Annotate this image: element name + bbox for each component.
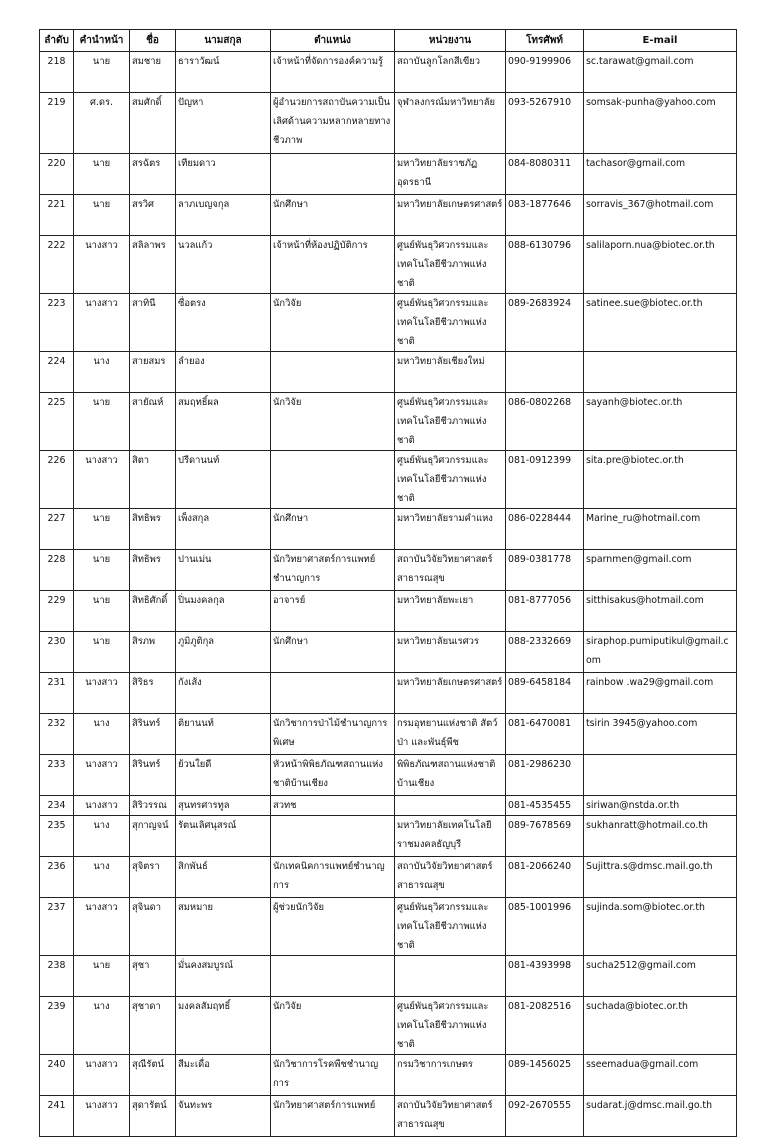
row-organization: มหาวิทยาลัยเทคโนโลยีราชมงคลธัญบุรี [395, 816, 506, 857]
row-number: 239 [40, 997, 74, 1055]
row-email: sujinda.som@biotec.or.th [584, 898, 737, 956]
row-phone [506, 352, 584, 393]
row-phone: 081-2066240 [506, 857, 584, 898]
header-email: E-mail [584, 30, 737, 52]
row-organization: สถาบันลูกโลกสีเขียว [395, 52, 506, 93]
row-position: เจ้าหน้าที่ห้องปฏิบัติการ [271, 236, 395, 294]
row-number: 237 [40, 898, 74, 956]
row-phone: 081-2082516 [506, 997, 584, 1055]
table-row [40, 294, 737, 352]
row-phone: 089-2683924 [506, 294, 584, 352]
table-row [40, 997, 737, 1055]
row-organization: ศูนย์พันธุวิศวกรรมและเทคโนโลยีชีวภาพแห่งชาติ [395, 997, 506, 1055]
row-number: 232 [40, 714, 74, 755]
row-first-name: สรวิศ [130, 195, 176, 236]
row-position: ผู้ช่วยนักวิจัย [271, 898, 395, 956]
table-row [40, 898, 737, 956]
row-last-name: เพ็งสกุล [176, 509, 271, 550]
row-email: somsak-punha@yahoo.com [584, 93, 737, 154]
row-position: นักวิชาการโรคพืชชำนาญการ [271, 1055, 395, 1096]
row-last-name: ปรีดานนท์ [176, 451, 271, 509]
row-first-name: สิริธร [130, 673, 176, 714]
row-title: นาย [74, 509, 130, 550]
row-phone: 089-0381778 [506, 550, 584, 591]
row-number: 231 [40, 673, 74, 714]
row-first-name: สุกาญจน์ [130, 816, 176, 857]
row-position [271, 451, 395, 509]
row-title: นาง [74, 714, 130, 755]
table-row [40, 509, 737, 550]
row-number: 235 [40, 816, 74, 857]
row-title: นาย [74, 195, 130, 236]
row-position [271, 352, 395, 393]
row-title: นาย [74, 393, 130, 451]
row-number: 229 [40, 591, 74, 632]
row-last-name: ธาราวัฒน์ [176, 52, 271, 93]
row-email: siriwan@nstda.or.th [584, 796, 737, 816]
row-first-name: สาทินี [130, 294, 176, 352]
row-organization: มหาวิทยาลัยราชภัฏอุดรธานี [395, 154, 506, 195]
row-number: 228 [40, 550, 74, 591]
row-organization [395, 796, 506, 816]
table-body [40, 52, 737, 1137]
row-position: นักเทคนิคการแพทย์ชำนาญการ [271, 857, 395, 898]
row-last-name: กังเส้ง [176, 673, 271, 714]
row-position: นักวิจัย [271, 393, 395, 451]
row-email: sparnmen@gmail.com [584, 550, 737, 591]
row-last-name: ปานเม่น [176, 550, 271, 591]
row-number: 226 [40, 451, 74, 509]
row-organization [395, 956, 506, 997]
row-number: 238 [40, 956, 74, 997]
row-phone: 088-2332669 [506, 632, 584, 673]
row-last-name: ปัญหา [176, 93, 271, 154]
row-title: นาย [74, 154, 130, 195]
row-phone: 090-9199906 [506, 52, 584, 93]
row-first-name: สิทธิพร [130, 509, 176, 550]
row-title: นางสาว [74, 451, 130, 509]
table-row [40, 236, 737, 294]
row-title: นาง [74, 857, 130, 898]
table-row [40, 591, 737, 632]
header-no: ลำดับ [40, 30, 74, 52]
row-title: นางสาว [74, 755, 130, 796]
row-first-name: สายัณห์ [130, 393, 176, 451]
table-row [40, 956, 737, 997]
table-row [40, 1096, 737, 1137]
row-title: นาง [74, 816, 130, 857]
row-phone: 081-0912399 [506, 451, 584, 509]
row-first-name: สายสมร [130, 352, 176, 393]
row-position: สวทช [271, 796, 395, 816]
row-first-name: สิรภพ [130, 632, 176, 673]
row-title: นางสาว [74, 294, 130, 352]
row-number: 220 [40, 154, 74, 195]
table-row [40, 1055, 737, 1096]
row-title: นาย [74, 956, 130, 997]
row-organization: สถาบันวิจัยวิทยาศาสตร์สาธารณสุข [395, 857, 506, 898]
row-last-name: ภูมิภูติกุล [176, 632, 271, 673]
row-email: sayanh@biotec.or.th [584, 393, 737, 451]
row-last-name: ติยานนท์ [176, 714, 271, 755]
header-organization: หน่วยงาน [395, 30, 506, 52]
table-row [40, 393, 737, 451]
table-row [40, 714, 737, 755]
row-phone: 085-1001996 [506, 898, 584, 956]
row-number: 234 [40, 796, 74, 816]
row-position: นักศึกษา [271, 632, 395, 673]
row-title: นางสาว [74, 673, 130, 714]
row-phone: 086-0228444 [506, 509, 584, 550]
row-last-name: ลำยอง [176, 352, 271, 393]
table-row [40, 632, 737, 673]
row-organization: สถาบันวิจัยวิทยาศาสตร์สาธารณสุข [395, 1096, 506, 1137]
row-title: นาย [74, 632, 130, 673]
row-position [271, 816, 395, 857]
row-organization: กรมอุทยานแห่งชาติ สัตว์ป่า และพันธุ์พืช [395, 714, 506, 755]
row-first-name: สิทธิศักดิ์ [130, 591, 176, 632]
row-organization: มหาวิทยาลัยเชียงใหม่ [395, 352, 506, 393]
row-organization: กรมวิชาการเกษตร [395, 1055, 506, 1096]
row-first-name: สิทธิพร [130, 550, 176, 591]
row-email: sudarat.j@dmsc.mail.go.th [584, 1096, 737, 1137]
row-position [271, 673, 395, 714]
row-last-name: สมหมาย [176, 898, 271, 956]
row-number: 227 [40, 509, 74, 550]
row-email: satinee.sue@biotec.or.th [584, 294, 737, 352]
row-first-name: สุดารัตน์ [130, 1096, 176, 1137]
row-organization: ศูนย์พันธุวิศวกรรมและเทคโนโลยีชีวภาพแห่งชาติ [395, 451, 506, 509]
row-email: sucha2512@gmail.com [584, 956, 737, 997]
row-first-name: สุณีรัตน์ [130, 1055, 176, 1096]
row-last-name: จันทะพร [176, 1096, 271, 1137]
row-number: 241 [40, 1096, 74, 1137]
row-number: 223 [40, 294, 74, 352]
row-organization: สถาบันวิจัยวิทยาศาสตร์สาธารณสุข [395, 550, 506, 591]
row-last-name: ย้วนใยดี [176, 755, 271, 796]
row-email: tachasor@gmail.com [584, 154, 737, 195]
table-row [40, 451, 737, 509]
row-first-name: สิริวรรณ [130, 796, 176, 816]
row-title: นางสาว [74, 236, 130, 294]
row-number: 224 [40, 352, 74, 393]
row-email: Sujittra.s@dmsc.mail.go.th [584, 857, 737, 898]
row-email: sseemadua@gmail.com [584, 1055, 737, 1096]
row-title: ศ.ดร. [74, 93, 130, 154]
row-phone: 093-5267910 [506, 93, 584, 154]
row-phone: 089-7678569 [506, 816, 584, 857]
row-organization: มหาวิทยาลัยเกษตรศาสตร์ [395, 673, 506, 714]
table-row [40, 857, 737, 898]
row-last-name: ปิ่นมงคลกุล [176, 591, 271, 632]
row-last-name: มงคลสัมฤทธิ์ [176, 997, 271, 1055]
header-row [40, 30, 737, 52]
row-first-name: สิรินทร์ [130, 714, 176, 755]
row-email: Marine_ru@hotmail.com [584, 509, 737, 550]
row-title: นางสาว [74, 1096, 130, 1137]
row-first-name: สลิลาพร [130, 236, 176, 294]
row-first-name: สมศักดิ์ [130, 93, 176, 154]
table-row [40, 796, 737, 816]
row-email [584, 755, 737, 796]
row-email: sukhanratt@hotmail.co.th [584, 816, 737, 857]
row-phone: 088-6130796 [506, 236, 584, 294]
row-email: siraphop.pumiputikul@gmail.com [584, 632, 737, 673]
table-row [40, 352, 737, 393]
row-first-name: สุชาดา [130, 997, 176, 1055]
table-row [40, 755, 737, 796]
row-number: 221 [40, 195, 74, 236]
header-title: คำนำหน้า [74, 30, 130, 52]
row-email: salilaporn.nua@biotec.or.th [584, 236, 737, 294]
table-row [40, 52, 737, 93]
row-organization: ศูนย์พันธุวิศวกรรมและเทคโนโลยีชีวภาพแห่งชาติ [395, 294, 506, 352]
row-title: นาง [74, 352, 130, 393]
row-last-name: รัตนเลิศนุสรณ์ [176, 816, 271, 857]
row-position [271, 956, 395, 997]
row-last-name: นวลแก้ว [176, 236, 271, 294]
row-title: นาย [74, 52, 130, 93]
row-position: อาจารย์ [271, 591, 395, 632]
row-number: 219 [40, 93, 74, 154]
row-email: sita.pre@biotec.or.th [584, 451, 737, 509]
row-title: นาง [74, 997, 130, 1055]
row-first-name: สมชาย [130, 52, 176, 93]
row-phone: 081-6470081 [506, 714, 584, 755]
row-organization: ศูนย์พันธุวิศวกรรมและเทคโนโลยีชีวภาพแห่งชาติ [395, 236, 506, 294]
row-organization: มหาวิทยาลัยรามคำแหง [395, 509, 506, 550]
row-email: sc.tarawat@gmail.com [584, 52, 737, 93]
row-email: rainbow .wa29@gmail.com [584, 673, 737, 714]
row-title: นางสาว [74, 1055, 130, 1096]
row-first-name: สิรินทร์ [130, 755, 176, 796]
row-title: นางสาว [74, 898, 130, 956]
row-title: นาย [74, 550, 130, 591]
row-phone: 089-1456025 [506, 1055, 584, 1096]
row-organization: มหาวิทยาลัยเกษตรศาสตร์ [395, 195, 506, 236]
row-position: นักวิจัย [271, 294, 395, 352]
row-last-name: สุนทรศารทูล [176, 796, 271, 816]
row-position: นักวิจัย [271, 997, 395, 1055]
row-last-name: เทียมดาว [176, 154, 271, 195]
table-row [40, 154, 737, 195]
row-position: เจ้าหน้าที่จัดการองค์ความรู้ [271, 52, 395, 93]
row-last-name: มั่นคงสมบูรณ์ [176, 956, 271, 997]
row-position: นักศึกษา [271, 509, 395, 550]
row-phone: 081-4393998 [506, 956, 584, 997]
table-row [40, 673, 737, 714]
row-phone: 092-2670555 [506, 1096, 584, 1137]
row-last-name: ซื่อตรง [176, 294, 271, 352]
row-last-name: สีมะเดื่อ [176, 1055, 271, 1096]
header-phone: โทรศัพท์ [506, 30, 584, 52]
row-title: นาย [74, 591, 130, 632]
row-number: 236 [40, 857, 74, 898]
row-title: นางสาว [74, 796, 130, 816]
table-row [40, 195, 737, 236]
row-position: นักวิชาการป่าไม้ชำนาญการพิเศษ [271, 714, 395, 755]
row-first-name: สิตา [130, 451, 176, 509]
row-number: 225 [40, 393, 74, 451]
table-row [40, 93, 737, 154]
row-position: นักวิทยาศาสตร์การแพทย์ [271, 1096, 395, 1137]
row-number: 230 [40, 632, 74, 673]
row-phone: 089-6458184 [506, 673, 584, 714]
row-number: 240 [40, 1055, 74, 1096]
row-phone: 086-0802268 [506, 393, 584, 451]
row-phone: 081-8777056 [506, 591, 584, 632]
row-organization: จุฬาลงกรณ์มหาวิทยาลัย [395, 93, 506, 154]
participant-table [39, 29, 737, 1137]
row-position: ผู้อำนวยการสถาบันความเป็นเลิศด้านความหลากหลายทางชีวภาพ [271, 93, 395, 154]
row-position: นักวิทยาศาสตร์การแพทย์ชำนาญการ [271, 550, 395, 591]
row-last-name: สมฤทธิ์ผล [176, 393, 271, 451]
row-phone: 083-1877646 [506, 195, 584, 236]
row-first-name: สุจินดา [130, 898, 176, 956]
row-email: suchada@biotec.or.th [584, 997, 737, 1055]
row-phone: 084-8080311 [506, 154, 584, 195]
row-email [584, 352, 737, 393]
row-first-name: สุชา [130, 956, 176, 997]
row-position: หัวหน้าพิพิธภัณฑสถานแห่งชาติบ้านเชียง [271, 755, 395, 796]
row-organization: ศูนย์พันธุวิศวกรรมและเทคโนโลยีชีวภาพแห่งชาติ [395, 393, 506, 451]
row-number: 222 [40, 236, 74, 294]
row-number: 218 [40, 52, 74, 93]
row-position [271, 154, 395, 195]
row-phone: 081-2986230 [506, 755, 584, 796]
row-first-name: สุจิตรา [130, 857, 176, 898]
header-last-name: นามสกุล [176, 30, 271, 52]
row-organization: มหาวิทยาลัยนเรศวร [395, 632, 506, 673]
row-organization: ศูนย์พันธุวิศวกรรมและเทคโนโลยีชีวภาพแห่งชาติ [395, 898, 506, 956]
row-number: 233 [40, 755, 74, 796]
row-organization: พิพิธภัณฑสถานแห่งชาติบ้านเชียง [395, 755, 506, 796]
row-first-name: สรฉัตร [130, 154, 176, 195]
table-row [40, 816, 737, 857]
row-organization: มหาวิทยาลัยพะเยา [395, 591, 506, 632]
table-row [40, 550, 737, 591]
row-last-name: สิกพันธ์ [176, 857, 271, 898]
row-phone: 081-4535455 [506, 796, 584, 816]
row-position: นักศึกษา [271, 195, 395, 236]
row-email: sorravis_367@hotmail.com [584, 195, 737, 236]
header-first-name: ชื่อ [130, 30, 176, 52]
row-last-name: ลาภเบญจกุล [176, 195, 271, 236]
header-position: ตำแหน่ง [271, 30, 395, 52]
row-email: sitthisakus@hotmail.com [584, 591, 737, 632]
row-email: tsirin 3945@yahoo.com [584, 714, 737, 755]
